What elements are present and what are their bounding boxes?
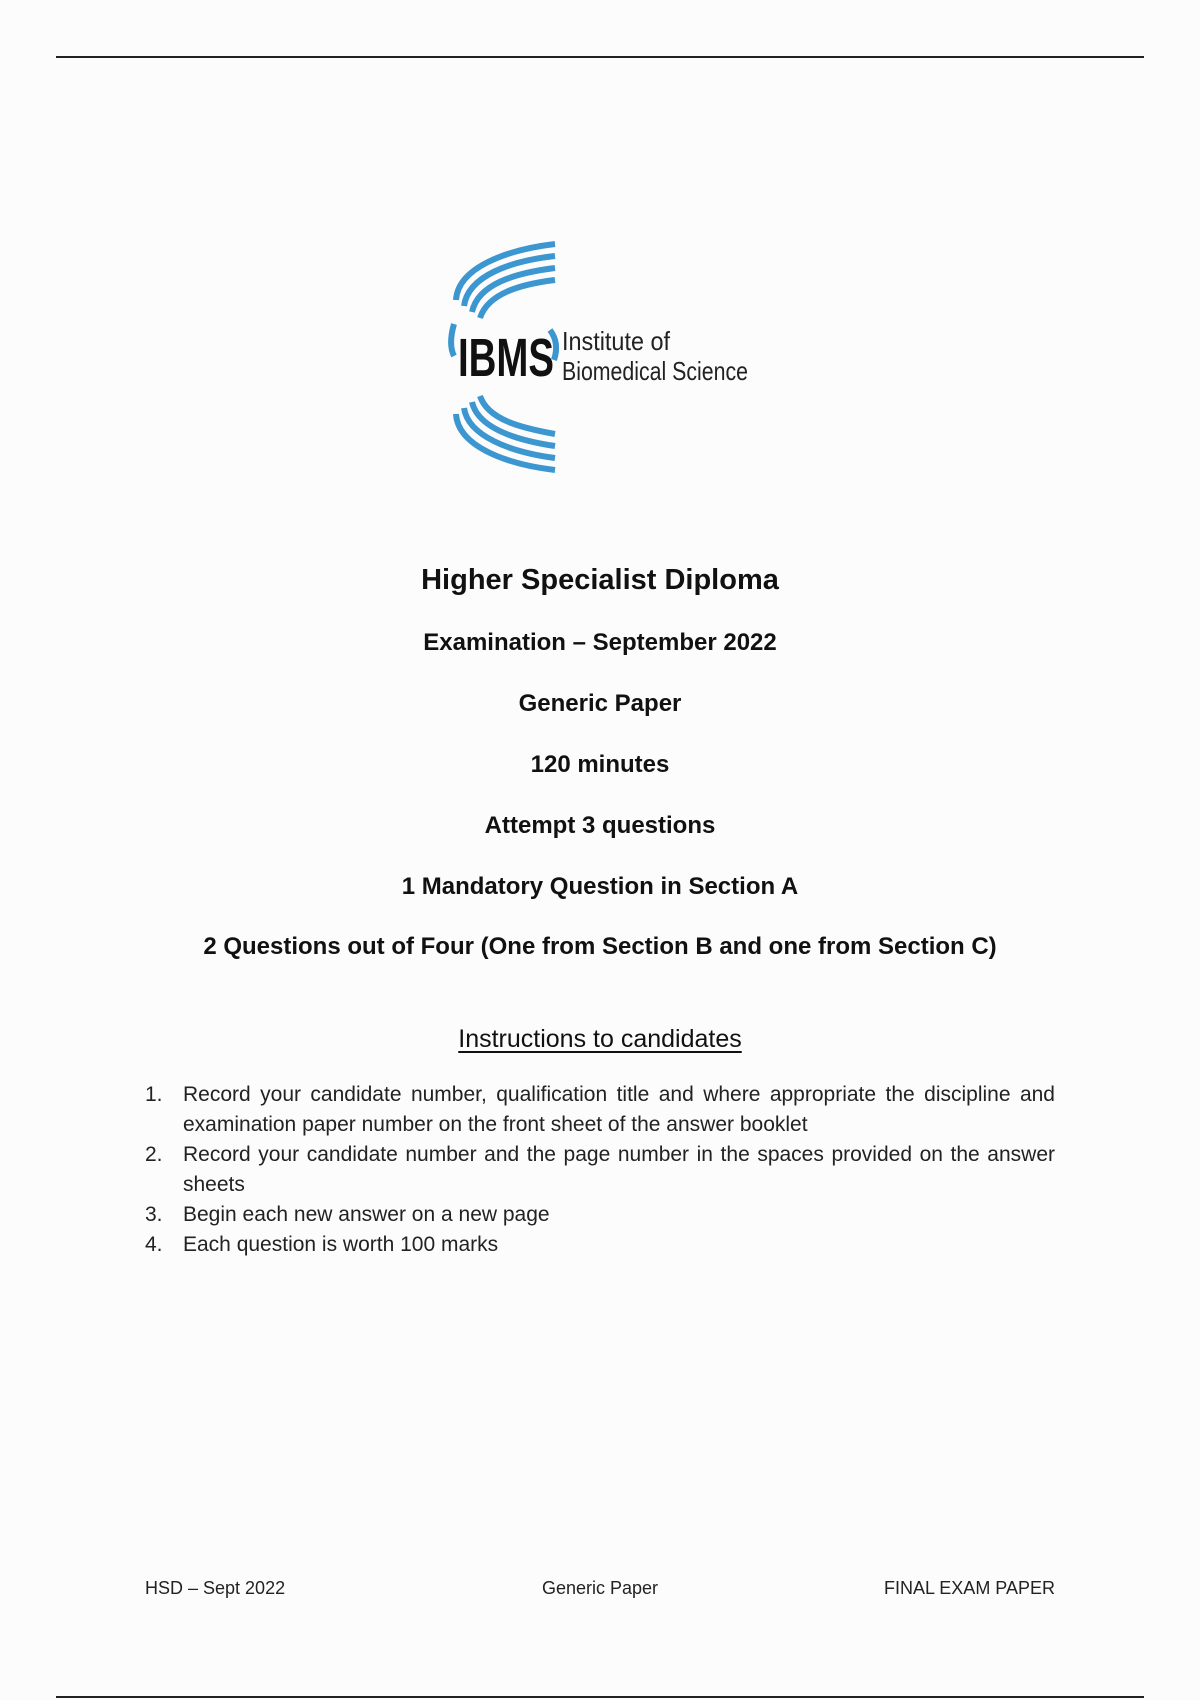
mandatory-question: 1 Mandatory Question in Section A xyxy=(401,873,799,900)
logo-name-line1: Institute of xyxy=(562,326,671,356)
logo-name-line2: Biomedical Science xyxy=(562,356,748,386)
item-number: 3. xyxy=(145,1203,163,1226)
footer-left: HSD – Sept 2022 xyxy=(145,1578,286,1598)
item-number: 4. xyxy=(145,1233,163,1256)
question-choice: 2 Questions out of Four (One from Section B and one from Section C) xyxy=(203,933,997,960)
page-footer xyxy=(145,1578,1055,1602)
item-text: Each question is worth 100 marks xyxy=(183,1233,499,1256)
list-item xyxy=(145,1140,1055,1200)
bottom-rule xyxy=(56,1696,1144,1698)
footer-center: Generic Paper xyxy=(541,1578,659,1598)
item-text: Begin each new answer on a new page xyxy=(183,1203,550,1226)
top-rule xyxy=(56,56,1144,58)
footer-right: FINAL EXAM PAPER xyxy=(883,1578,1055,1598)
exam-date: Examination – September 2022 xyxy=(423,629,777,656)
list-item xyxy=(145,1230,1055,1260)
item-number: 1. xyxy=(145,1083,163,1106)
ibms-logo xyxy=(450,238,750,478)
item-text: Record your candidate number and the page number in the spaces provided on the answer sheets xyxy=(183,1143,1055,1196)
attempt-count: Attempt 3 questions xyxy=(484,812,716,839)
list-item xyxy=(145,1200,1055,1230)
paper-name: Generic Paper xyxy=(518,690,682,717)
duration: 120 minutes xyxy=(530,751,670,778)
diploma-title: Higher Specialist Diploma xyxy=(421,564,779,596)
logo-acronym: IBMS xyxy=(458,328,554,388)
instructions-list xyxy=(145,1080,1055,1260)
item-text: Record your candidate number, qualification title and where appropriate the discipline and examination paper number on the front sheet of the answer booklet xyxy=(183,1083,1055,1136)
list-item xyxy=(145,1080,1055,1140)
exam-headings xyxy=(0,560,1200,959)
instructions-title: Instructions to candidates xyxy=(458,1025,742,1053)
item-number: 2. xyxy=(145,1143,163,1166)
